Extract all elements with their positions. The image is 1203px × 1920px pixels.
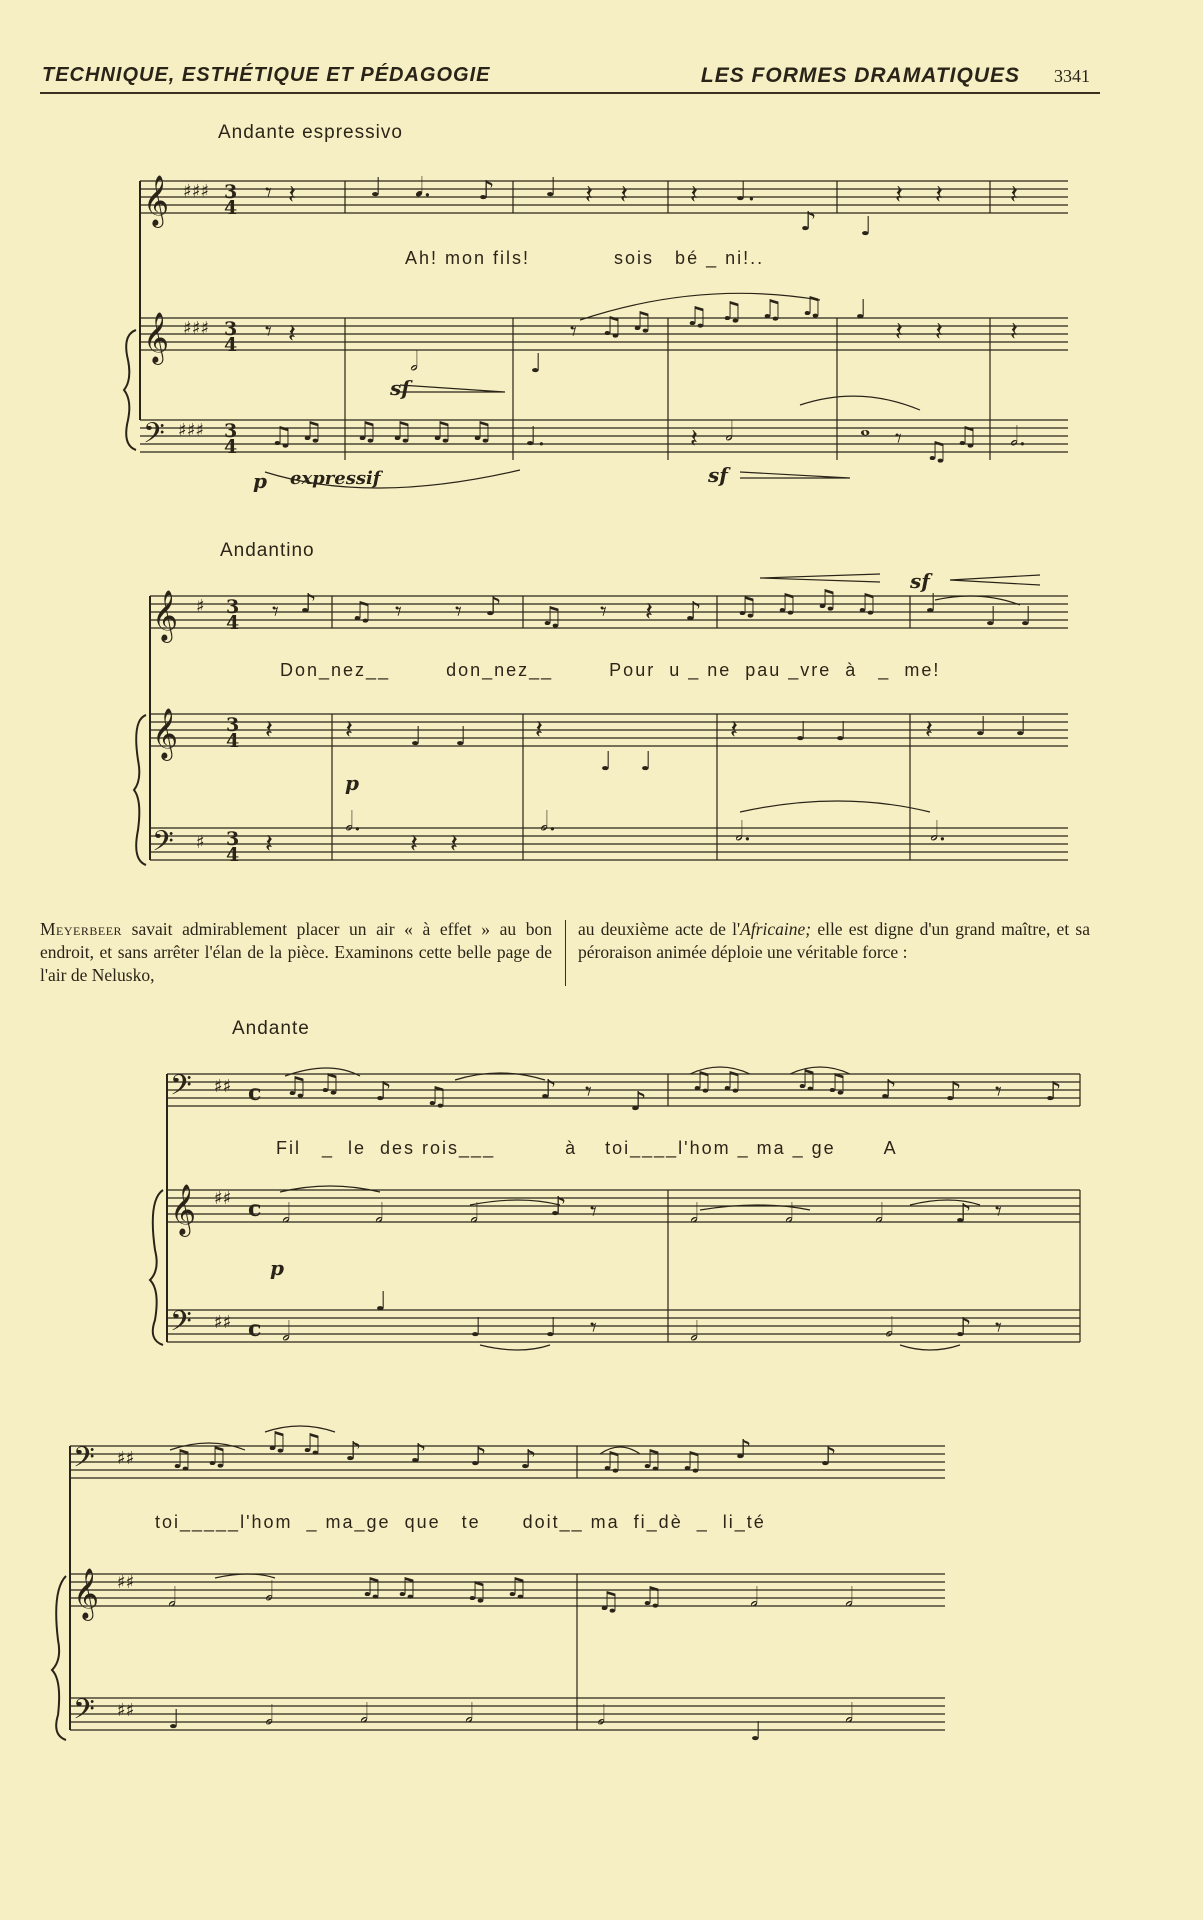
svg-text:♩: ♩ <box>860 212 873 242</box>
header-right-title: LES FORMES DRAMATIQUES <box>700 64 1020 87</box>
svg-text:♫: ♫ <box>430 417 454 447</box>
svg-text:♫: ♫ <box>640 1445 664 1475</box>
key-signature-icon: ♯♯ <box>214 1188 232 1209</box>
treble-clef-icon: 𝄞 <box>152 590 179 641</box>
svg-text:𝅗𝅥: 𝅗𝅥 <box>265 1577 274 1607</box>
svg-text:♩: ♩ <box>530 349 543 379</box>
key-signature-icon: ♯♯♯ <box>178 420 205 441</box>
svg-text:♪: ♪ <box>880 1075 897 1105</box>
time-signature-icon: 3 <box>224 318 238 340</box>
svg-text:♫: ♫ <box>318 1069 342 1099</box>
svg-text:♫: ♫ <box>465 1577 489 1607</box>
svg-text:♫: ♫ <box>170 1445 194 1475</box>
svg-text:♩: ♩ <box>370 173 383 203</box>
treble-clef-icon: 𝄞 <box>143 175 170 226</box>
svg-text:♫: ♫ <box>600 1447 624 1477</box>
example-1-notes <box>265 173 1027 467</box>
svg-text:♫: ♫ <box>285 1072 309 1102</box>
svg-text:𝄾: 𝄾 <box>995 1197 1002 1227</box>
time-signature-icon: 3 <box>226 596 240 618</box>
svg-text:𝅗𝅥: 𝅗𝅥 <box>690 1199 699 1229</box>
svg-text:𝅗𝅥: 𝅗𝅥 <box>725 417 734 447</box>
svg-text:𝅘𝅥.: 𝅘𝅥. <box>415 173 432 203</box>
dynamic-expressif: expressif <box>290 468 381 489</box>
svg-text:𝄽: 𝄽 <box>410 829 418 859</box>
dynamic-p: p <box>253 469 267 493</box>
time-signature-icon: 3 <box>224 181 238 203</box>
svg-text:♫: ♫ <box>630 307 654 337</box>
svg-text:♪: ♪ <box>540 1075 557 1105</box>
svg-text:♩.: ♩. <box>735 177 756 207</box>
paragraph-right-text-a: au deuxième acte de l' <box>578 919 741 939</box>
svg-text:♩: ♩ <box>470 1313 483 1343</box>
svg-text:𝄾: 𝄾 <box>265 178 272 208</box>
svg-text:♫: ♫ <box>395 1573 419 1603</box>
example-3-vocal-staff <box>167 1074 1080 1342</box>
svg-text:𝄾: 𝄾 <box>995 1313 1002 1343</box>
svg-text:𝄽: 𝄽 <box>345 715 353 745</box>
composer-name: Meyerbeer <box>40 919 123 939</box>
svg-text:𝅗𝅥: 𝅗𝅥 <box>690 1317 699 1347</box>
example-1-brace <box>124 330 136 450</box>
paragraph-left-text: savait admirablement placer un air « à effet » au bon endroit, et sans arrêter l'élan de la pièce. Examinons cette belle page de l'air de Nelusko, <box>40 919 552 985</box>
example-1-vocal-staff <box>140 181 1068 420</box>
svg-text:𝄽: 𝄽 <box>895 180 903 210</box>
svg-text:♩.: ♩. <box>525 422 546 452</box>
svg-text:♫: ♫ <box>720 297 744 327</box>
time-signature-icon: 4 <box>226 612 240 634</box>
svg-text:♩: ♩ <box>855 295 868 325</box>
svg-text:♪: ♪ <box>520 1445 537 1475</box>
svg-text:𝄾: 𝄾 <box>600 597 607 627</box>
time-signature-icon: 3 <box>226 714 240 736</box>
svg-text:♩: ♩ <box>925 589 938 619</box>
svg-text:♫: ♫ <box>360 1573 384 1603</box>
svg-text:♪: ♪ <box>800 207 817 237</box>
header-left-title: TECHNIQUE, ESTHÉTIQUE ET PÉDAGOGIE <box>42 64 491 86</box>
svg-text:♫: ♫ <box>925 437 949 467</box>
svg-text:♩: ♩ <box>600 747 613 777</box>
lyrics-line-1: Ah! mon fils! sois bé _ ni!.. <box>405 248 765 268</box>
svg-text:𝄾: 𝄾 <box>570 317 577 347</box>
tempo-marking-3: Andante <box>232 1018 310 1039</box>
svg-text:𝄽: 𝄽 <box>535 715 543 745</box>
tempo-marking-2: Andantino <box>220 540 315 561</box>
svg-text:♩: ♩ <box>545 1313 558 1343</box>
example-4-brace <box>52 1576 66 1740</box>
svg-text:𝅗𝅥: 𝅗𝅥 <box>845 1699 854 1729</box>
lyrics-line-3: Fil _ le des rois___ à toi____l'hom _ ma _ ge A <box>276 1138 898 1158</box>
dynamic-sf: sf <box>708 463 728 487</box>
svg-text:♫: ♫ <box>735 592 759 622</box>
example-2-brace <box>134 715 146 865</box>
svg-text:♪: ♪ <box>485 592 502 622</box>
paragraph-right-text-b: elle est digne d'un grand maître, et sa péroraison animée déploie une véritable force : <box>578 919 1090 962</box>
key-signature-icon: ♯♯ <box>214 1076 232 1097</box>
svg-text:𝅗𝅥.: 𝅗𝅥. <box>540 807 557 837</box>
key-signature-icon: ♯♯♯ <box>183 181 210 202</box>
svg-text:♪: ♪ <box>375 1077 392 1107</box>
svg-text:𝄽: 𝄽 <box>935 180 943 210</box>
svg-text:♫: ♫ <box>350 597 374 627</box>
bass-clef-icon: 𝄢 <box>152 825 174 865</box>
svg-text:♫: ♫ <box>640 1582 664 1612</box>
svg-text:𝄽: 𝄽 <box>585 180 593 210</box>
svg-text:𝅗𝅥.: 𝅗𝅥. <box>345 807 362 837</box>
svg-text:𝄽: 𝄽 <box>690 424 698 454</box>
svg-text:♫: ♫ <box>355 417 379 447</box>
svg-text:𝄽: 𝄽 <box>450 829 458 859</box>
example-3-piano-treble <box>167 1190 1080 1342</box>
svg-text:♪: ♪ <box>820 1442 837 1472</box>
time-signature-icon: 4 <box>224 436 238 458</box>
treble-clef-icon: 𝄞 <box>170 1184 197 1235</box>
svg-text:𝅗𝅥.: 𝅗𝅥. <box>930 817 947 847</box>
svg-text:♩: ♩ <box>1020 602 1033 632</box>
dynamic-sf: sf <box>910 569 930 593</box>
svg-text:𝄽: 𝄽 <box>265 715 273 745</box>
svg-text:♪: ♪ <box>470 1442 487 1472</box>
svg-text:𝅝: 𝅝 <box>860 412 871 442</box>
svg-text:♪: ♪ <box>410 1439 427 1469</box>
lyrics-line-2: Don_nez__ don_nez__ Pour u _ ne pau _vre à _ me! <box>280 660 941 680</box>
treble-clef-icon: 𝄞 <box>73 1568 100 1619</box>
svg-text:♫: ♫ <box>815 585 839 615</box>
svg-text:𝄽: 𝄽 <box>288 180 296 210</box>
svg-text:♫: ♫ <box>855 589 879 619</box>
svg-text:♪: ♪ <box>345 1437 362 1467</box>
svg-text:♫: ♫ <box>425 1082 449 1112</box>
svg-text:𝄽: 𝄽 <box>288 319 296 349</box>
svg-text:𝄽: 𝄽 <box>265 829 273 859</box>
svg-text:♫: ♫ <box>300 1429 324 1459</box>
svg-text:♫: ♫ <box>270 422 294 452</box>
time-signature-icon: 3 <box>224 420 238 442</box>
svg-text:𝅗𝅥.: 𝅗𝅥. <box>1010 422 1027 452</box>
common-time-icon: c <box>248 1316 262 1342</box>
svg-text:𝄽: 𝄽 <box>1010 317 1018 347</box>
svg-text:♩: ♩ <box>1015 712 1028 742</box>
svg-text:𝄾: 𝄾 <box>895 424 902 454</box>
svg-text:♩: ♩ <box>975 712 988 742</box>
lyrics-line-4: toi_____l'hom _ ma_ge que te doit__ ma fi_dè _ li_té <box>155 1512 766 1532</box>
svg-text:𝅗𝅥: 𝅗𝅥 <box>265 1701 274 1731</box>
svg-text:♩: ♩ <box>640 747 653 777</box>
svg-text:♩: ♩ <box>985 602 998 632</box>
time-signature-icon: 4 <box>226 730 240 752</box>
svg-text:♩: ♩ <box>795 717 808 747</box>
svg-text:𝄾: 𝄾 <box>265 317 272 347</box>
svg-text:♫: ♫ <box>775 589 799 619</box>
svg-text:𝅗𝅥: 𝅗𝅥 <box>845 1583 854 1613</box>
key-signature-icon: ♯♯ <box>214 1312 232 1333</box>
key-signature-icon: ♯♯♯ <box>183 318 210 339</box>
svg-text:𝄾: 𝄾 <box>995 1077 1002 1107</box>
time-signature-icon: 4 <box>224 197 238 219</box>
svg-text:𝅗𝅥: 𝅗𝅥 <box>597 1701 606 1731</box>
svg-text:♫: ♫ <box>205 1442 229 1472</box>
treble-clef-icon: 𝄞 <box>143 312 170 363</box>
opera-title: Africaine; <box>740 919 812 939</box>
key-signature-icon: ♯♯ <box>117 1448 135 1469</box>
treble-clef-icon: 𝄞 <box>152 708 179 759</box>
svg-text:𝅗𝅥: 𝅗𝅥 <box>470 1199 479 1229</box>
common-time-icon: c <box>248 1080 262 1106</box>
svg-text:𝅗𝅥: 𝅗𝅥 <box>785 1199 794 1229</box>
svg-text:♩: ♩ <box>168 1705 181 1735</box>
svg-text:𝅗𝅥.: 𝅗𝅥. <box>735 817 752 847</box>
svg-text:𝄽: 𝄽 <box>935 317 943 347</box>
page-number: 3341 <box>1054 66 1090 86</box>
svg-text:♩: ♩ <box>375 1287 388 1317</box>
key-signature-icon: ♯♯ <box>117 1572 135 1593</box>
svg-text:♫: ♫ <box>600 312 624 342</box>
svg-text:𝄽: 𝄽 <box>690 180 698 210</box>
svg-text:♪: ♪ <box>550 1192 567 1222</box>
svg-text:♫: ♫ <box>505 1573 529 1603</box>
time-signature-icon: 4 <box>224 334 238 356</box>
svg-text:𝄽: 𝄽 <box>925 715 933 745</box>
svg-text:♫: ♫ <box>265 1427 289 1457</box>
dynamic-p: p <box>345 771 359 795</box>
svg-text:♩: ♩ <box>410 722 423 752</box>
svg-text:𝄽: 𝄽 <box>895 317 903 347</box>
svg-text:♫: ♫ <box>800 292 824 322</box>
bass-clef-icon: 𝄢 <box>170 1069 192 1109</box>
svg-text:𝄽: 𝄽 <box>645 597 653 627</box>
svg-text:♫: ♫ <box>760 295 784 325</box>
svg-text:𝅗𝅥: 𝅗𝅥 <box>465 1699 474 1729</box>
svg-text:𝄾: 𝄾 <box>455 597 462 627</box>
svg-text:𝅗𝅥: 𝅗𝅥 <box>410 347 419 377</box>
svg-text:𝄾: 𝄾 <box>272 597 279 627</box>
svg-text:♪: ♪ <box>955 1199 972 1229</box>
svg-text:♪: ♪ <box>945 1077 962 1107</box>
svg-text:♪: ♪ <box>300 589 317 619</box>
svg-text:♫: ♫ <box>390 417 414 447</box>
svg-text:♩: ♩ <box>835 717 848 747</box>
svg-text:𝄽: 𝄽 <box>1010 180 1018 210</box>
key-signature-icon: ♯♯ <box>117 1700 135 1721</box>
bass-clef-icon: 𝄢 <box>73 1441 95 1481</box>
svg-text:𝄾: 𝄾 <box>590 1313 597 1343</box>
svg-text:𝄾: 𝄾 <box>585 1077 592 1107</box>
svg-text:♫: ♫ <box>795 1065 819 1095</box>
example-4-notes <box>168 1427 853 1747</box>
svg-text:𝄽: 𝄽 <box>730 715 738 745</box>
bass-clef-icon: 𝄢 <box>73 1693 95 1733</box>
svg-text:𝅗𝅥: 𝅗𝅥 <box>360 1699 369 1729</box>
example-3-brace <box>150 1190 163 1345</box>
svg-text:𝄽: 𝄽 <box>620 180 628 210</box>
svg-text:𝅗𝅥: 𝅗𝅥 <box>282 1317 291 1347</box>
svg-text:♫: ♫ <box>955 422 979 452</box>
svg-text:♪: ♪ <box>735 1435 752 1465</box>
svg-text:𝄾: 𝄾 <box>590 1197 597 1227</box>
svg-text:♫: ♫ <box>470 417 494 447</box>
svg-text:♫: ♫ <box>685 302 709 332</box>
svg-text:♫: ♫ <box>825 1069 849 1099</box>
svg-text:♪: ♪ <box>955 1313 972 1343</box>
svg-text:♪: ♪ <box>685 597 702 627</box>
svg-text:♩: ♩ <box>750 1717 763 1747</box>
tempo-marking-1: Andante espressivo <box>218 122 403 143</box>
svg-text:𝅗𝅥: 𝅗𝅥 <box>885 1313 894 1343</box>
svg-text:♫: ♫ <box>690 1067 714 1097</box>
svg-text:♫: ♫ <box>720 1067 744 1097</box>
example-3-piano-bass <box>167 1310 1080 1342</box>
svg-text:𝅗𝅥: 𝅗𝅥 <box>168 1583 177 1613</box>
dynamic-p: p <box>270 1256 284 1280</box>
svg-text:♫: ♫ <box>540 602 564 632</box>
svg-text:♪: ♪ <box>630 1087 647 1117</box>
svg-text:𝅗𝅥: 𝅗𝅥 <box>282 1199 291 1229</box>
key-signature-icon: ♯ <box>196 596 205 617</box>
bass-clef-icon: 𝄢 <box>143 417 165 457</box>
svg-text:𝄾: 𝄾 <box>395 597 402 627</box>
svg-text:♫: ♫ <box>597 1587 621 1617</box>
svg-text:♫: ♫ <box>680 1447 704 1477</box>
svg-text:♩: ♩ <box>545 173 558 203</box>
bass-clef-icon: 𝄢 <box>170 1305 192 1345</box>
svg-text:𝅗𝅥: 𝅗𝅥 <box>750 1583 759 1613</box>
example-4-piano-bass <box>70 1698 945 1730</box>
svg-text:♩: ♩ <box>455 722 468 752</box>
svg-text:♪: ♪ <box>1045 1077 1062 1107</box>
time-signature-icon: 3 <box>226 828 240 850</box>
key-signature-icon: ♯ <box>196 832 205 853</box>
svg-text:♫: ♫ <box>300 417 324 447</box>
svg-text:♪: ♪ <box>478 176 495 206</box>
svg-text:𝅗𝅥: 𝅗𝅥 <box>875 1199 884 1229</box>
time-signature-icon: 4 <box>226 844 240 866</box>
dynamic-sf: sf <box>390 376 410 400</box>
common-time-icon: c <box>248 1196 262 1222</box>
svg-text:𝅗𝅥: 𝅗𝅥 <box>375 1199 384 1229</box>
